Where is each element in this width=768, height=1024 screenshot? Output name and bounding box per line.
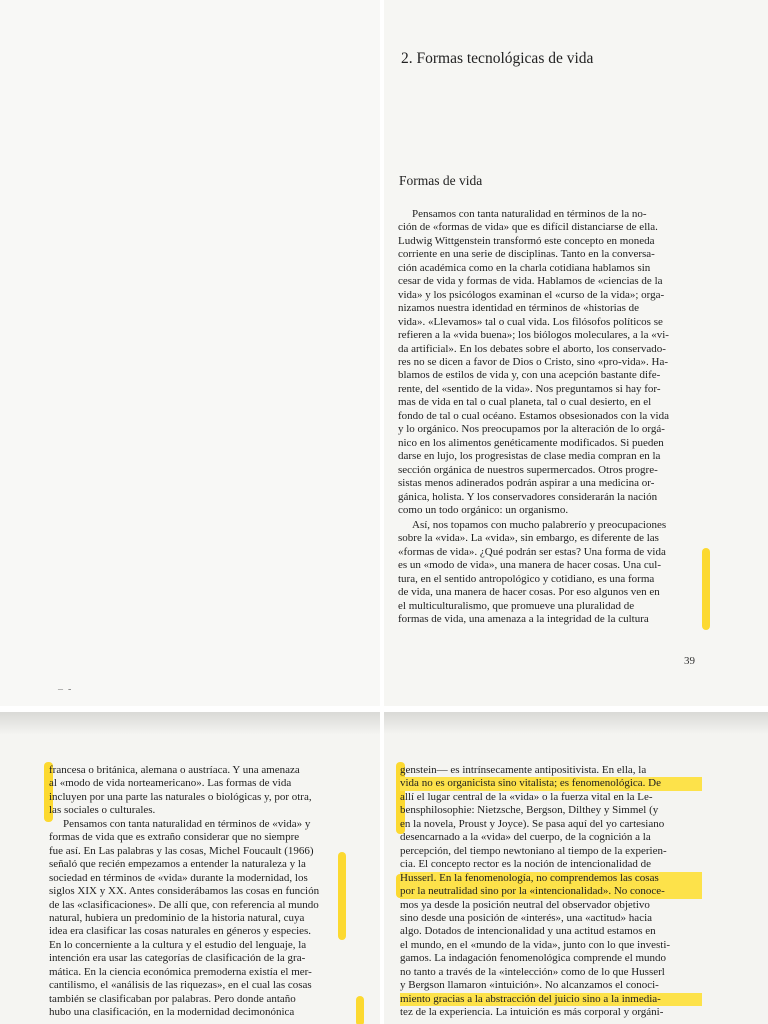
text-block: genstein— es intrínsecamente antipositivista. En ella, la vida no es organicista sino vitalista; es fenomenológica. De allí el lugar central de la «vida» o la fuerza vital en la Le- bensphilosophie: Nietzsche, Bergson, Dilthey y Simmel (y en la novela, Proust y Joyce). Se pasa aquí del yo cartesiano desencarnado a la «vida» del cuerpo, de la cognición a la percepción, del tiempo newtoniano al tiempo de la experien- cia. El concepto rector es la noción de intencionalidad de Husserl. En la fenomenología, no comprendemos las cosas por la neutralidad sino por la «intencionalidad». No conoce- mos ya desde la posición neutral del observador objetivo sino desde una posición de «interés», una «actitud» hacia algo. Dotados de intencionalidad y una actitud estamos en el mundo, en el «mundo de la vida», junto con lo que investi- gamos. La indagación fenomenológica comprende el mundo no tanto a través de la «intelección» como de lo que Husserl y Bergson llamaron «intuición». No alcanzamos el conoci- miento gracias a la abstracción del juicio sino a la inmedia- tez de la experiencia. La intuición es más corporal y orgáni- <box>400 764 702 1020</box>
chapter-page <box>384 0 768 706</box>
margin-highlight <box>702 548 710 630</box>
margin-highlight <box>356 996 364 1024</box>
paragraph-1: Pensamos con tanta naturalidad en términos de la no- ción de «formas de vida» que es difícil distanciarse de ella. Ludwig Wittgenstein transformó este concepto en moneda corriente en una serie de disciplinas. Tanto en la conversa- ción académica como en la charla cotidiana hablamos sin cesar de vida y formas de vida. Hablamos de «ciencias de la vida» y los psicólogos examinan el «curso de la vida»; orga- nizamos nuestra identidad en términos de «historias de vida». «Llevamos» tal o cual vida. Los filósofos políticos se refieren a la «vida buena»; los biólogos moleculares, a la «vi- da artificial». En los debates sobre el aborto, los conservado- res no se dicen a favor de Dios o Cristo, sino «pro-vida». Ha- blamos de estilos de vida y, con una acepción bastante dife- rente, del «sentido de la vida». Nos preguntamos si hay for- mas de vida en tal o cual planeta, tal o cual desierto, en el fondo de tal o cual océano. Estamos obsesionados con la vida y lo orgánico. Nos preocupamos por la alteración de lo orgá- nico en los alimentos genéticamente modificados. Si pueden darse en lujo, los progresistas de clase media compran en la sección orgánica de nuestros supermercados. Otros progre- sistas menos adinerados podrán aspirar a una medicina or- gánica, holista. Y los conservadores considerarán la nación como un todo orgánico: un organismo. <box>398 208 669 516</box>
scan-edge <box>384 712 768 734</box>
chapter-title: 2. Formas tecnológicas de vida <box>401 50 594 67</box>
page-number: 39 <box>684 655 695 667</box>
paragraph-2: Así, nos topamos con mucho palabrerío y preocupaciones sobre la «vida». La «vida», sin embargo, es diferente de las «formas de vida». ¿Qué podrán ser estas? Una forma de vida es un «modo de vida», una manera de hacer cosas. Una cul- tura, en el sentido antropológico y cotidiano, es una forma de vida, una manera de hacer cosas. Por eso algunos ven en el multiculturalismo, que promueve una pluralidad de formas de vida, una amenaza a la integridad de la cultura <box>398 519 667 626</box>
page-smudge: – - <box>58 684 72 695</box>
section-title: Formas de vida <box>399 173 483 188</box>
text-block: francesa o británica, alemana o austríaca. Y una amenaza al «modo de vida norteamericano». Las formas de vida incluyen por una parte las naturales o biológicas y, por otra, las sociales o culturales. Pensamos con tanta naturalidad en términos de «vida» y formas de vida que es extraño considerar que no siempre fue así. En Las palabras y las cosas, Michel Foucault (1966) señaló que recién empezamos a entender la naturaleza y la sociedad en términos de «vida» durante la modernidad, los siglos XIX y XX. Antes considerábamos las cosas en función de las «clasificaciones». De allí que, con referencia al mundo natural, hubiera un predominio de la historia natural, cuya idea era clasificar las cosas naturales en géneros y especies. En lo concerniente a la cultura y el estudio del lenguaje, la intención era usar las categorías de clasificación de la gra- mática. En la ciencia económica premoderna existía el mer- cantilismo, el «análisis de las riquezas», en el cual las cosas también se clasificaban por palabras. Pero donde antaño hubo una clasificación, en la modernidad decimonónica <box>49 764 320 1019</box>
continuation-page-left <box>0 712 380 1024</box>
scan-edge <box>0 712 380 734</box>
blank-page <box>0 0 380 706</box>
continuation-page-right <box>384 712 768 1024</box>
